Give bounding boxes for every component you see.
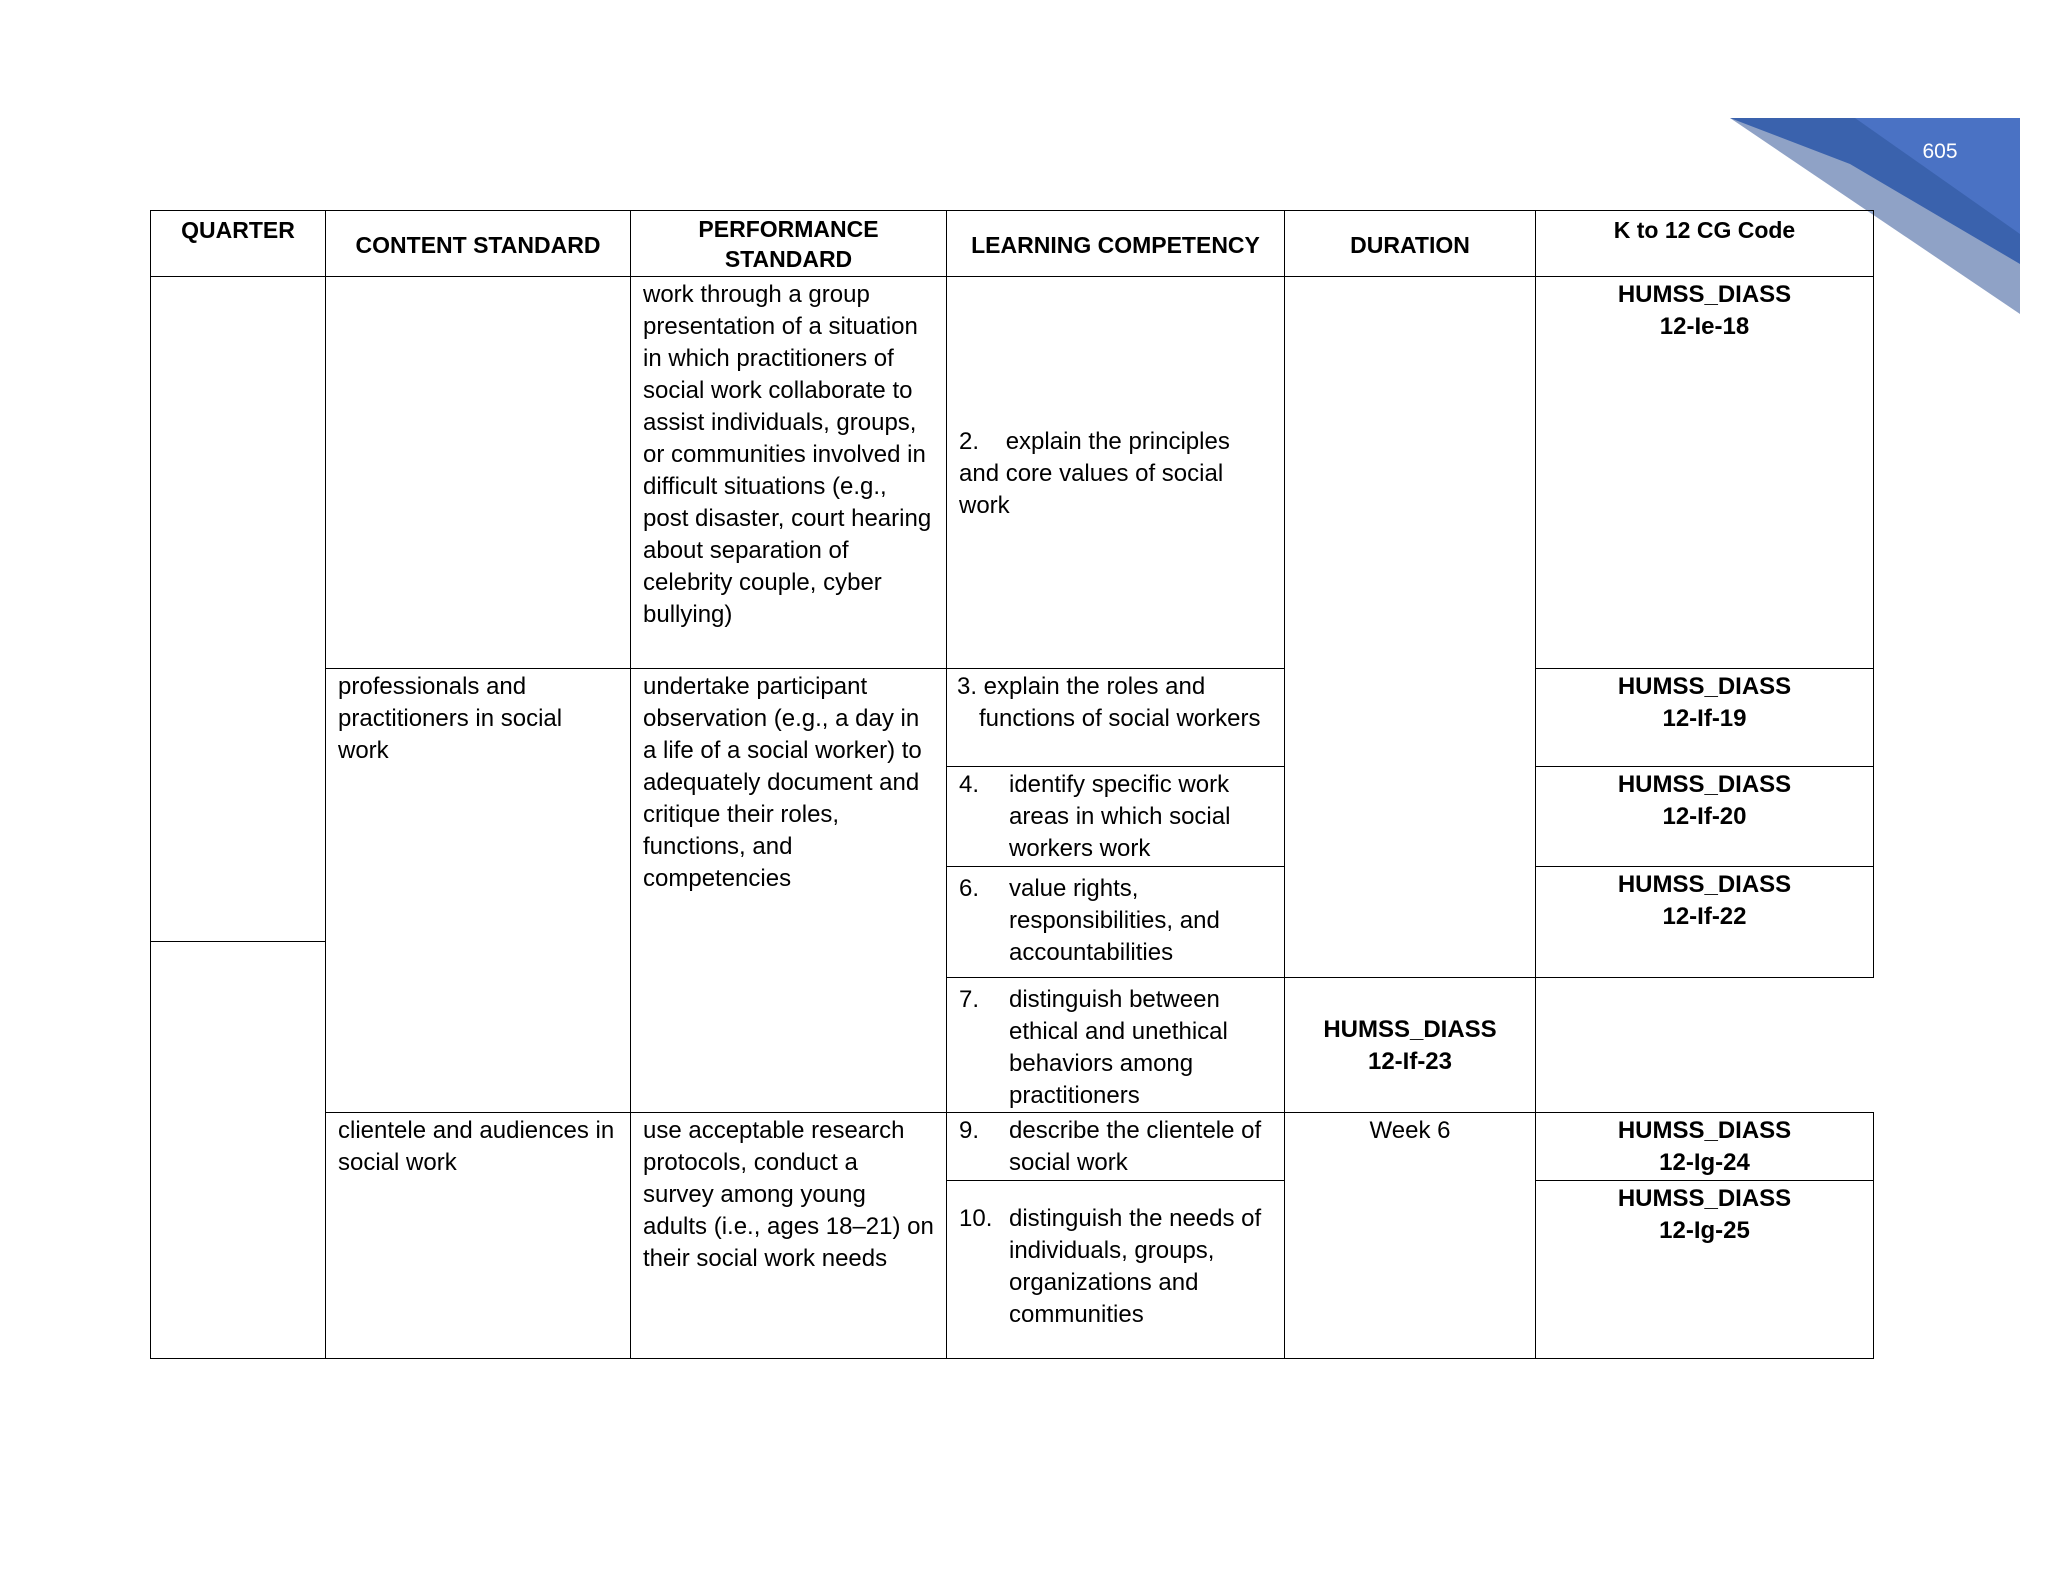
- competency-text: distinguish the needs of individuals, groups, organizations and communities: [1009, 1205, 1262, 1328]
- cg-code-line: 12-Ig-24: [1659, 1149, 1750, 1176]
- cg-code-line: HUMSS_DIASS: [1617, 871, 1792, 898]
- cg-code-cell: [1536, 277, 1874, 669]
- competency-cell: [947, 867, 1285, 978]
- competency-number: 4.: [959, 771, 980, 798]
- competency-text: identify specific work areas in which social workers work: [1009, 771, 1231, 862]
- cg-code-line: 12-If-20: [1662, 803, 1747, 830]
- cg-code-line: 12-Ig-25: [1659, 1217, 1750, 1244]
- cg-code-line: 12-If-22: [1662, 903, 1747, 930]
- competency-number: 7.: [959, 986, 980, 1013]
- header-content-standard: CONTENT STANDARD: [326, 211, 631, 277]
- cg-code-cell: [1536, 767, 1874, 867]
- header-performance-standard: PERFORMANCE STANDARD: [631, 211, 947, 277]
- competency-cell: [947, 767, 1285, 867]
- page-number: 605: [1922, 140, 1958, 163]
- competency-text: explain the principles and core values of social work: [959, 427, 1230, 519]
- duration-cell: [1285, 277, 1536, 978]
- cg-code-cell: [1536, 1113, 1874, 1181]
- cg-code-line: 12-If-23: [1367, 1048, 1453, 1075]
- cg-code-line: HUMSS_DIASS: [1617, 1117, 1792, 1144]
- competency-cell: [947, 1113, 1285, 1181]
- cg-code-line: 12-If-19: [1662, 705, 1747, 732]
- cg-code-cell: [1285, 978, 1536, 1113]
- cg-code-line: HUMSS_DIASS: [1617, 281, 1792, 308]
- header-learning-competency: LEARNING COMPETENCY: [947, 211, 1285, 277]
- cg-code-cell: [1536, 669, 1874, 767]
- competency-number: 10.: [959, 1205, 993, 1232]
- competency-text: 3. explain the roles and functions of social workers: [957, 673, 1261, 732]
- duration-cell: Week 6: [1285, 1113, 1536, 1359]
- performance-standard-cell: work through a group presentation of a situation in which practitioners of social work collaborate to assist individuals, groups, or communities involved in difficult situations (e.g., post disaster, court hearing about separation of celebrity couple, cyber bullying): [631, 277, 947, 669]
- table-row: [151, 1113, 1874, 1181]
- competency-cell: [947, 277, 1285, 669]
- header-duration: DURATION: [1285, 211, 1536, 277]
- cg-code-cell: [1536, 867, 1874, 978]
- quarter-cell: [151, 942, 326, 1359]
- competency-text: distinguish between ethical and unethical behaviors among practitioners: [1009, 986, 1228, 1109]
- cg-code-line: 12-Ie-18: [1659, 313, 1750, 340]
- header-quarter: QUARTER: [151, 211, 326, 277]
- cg-code-line: HUMSS_DIASS: [1323, 1016, 1497, 1043]
- content-standard-cell: [326, 277, 631, 669]
- competency-text: value rights, responsibilities, and accountabilities: [1009, 875, 1220, 966]
- competency-cell: [947, 669, 1285, 767]
- competency-number: 6.: [959, 875, 980, 902]
- content-standard-cell: professionals and practitioners in social work: [326, 669, 631, 1113]
- header-cg-code: K to 12 CG Code: [1536, 211, 1874, 277]
- cg-code-cell: [1536, 1181, 1874, 1359]
- curriculum-guide-table: [150, 210, 1874, 1359]
- competency-number: 9.: [959, 1117, 980, 1144]
- quarter-cell: [151, 277, 326, 942]
- competency-cell: [947, 978, 1285, 1113]
- header-row: [151, 211, 1874, 277]
- cg-code-line: HUMSS_DIASS: [1617, 673, 1792, 700]
- cg-code-line: HUMSS_DIASS: [1617, 1185, 1792, 1212]
- competency-number: 2.: [959, 427, 980, 455]
- content-standard-cell: clientele and audiences in social work: [326, 1113, 631, 1359]
- performance-standard-cell: undertake participant observation (e.g., a day in a life of a social worker) to adequately document and critique their roles, functions, and competencies: [631, 669, 947, 1113]
- competency-cell: [947, 1181, 1285, 1359]
- competency-text: describe the clientele of social work: [1009, 1117, 1262, 1176]
- table-row: [151, 669, 1874, 767]
- table-row: [151, 277, 1874, 669]
- performance-standard-cell: use acceptable research protocols, conduct a survey among young adults (i.e., ages 18–21) on their social work needs: [631, 1113, 947, 1359]
- cg-code-line: HUMSS_DIASS: [1617, 771, 1792, 798]
